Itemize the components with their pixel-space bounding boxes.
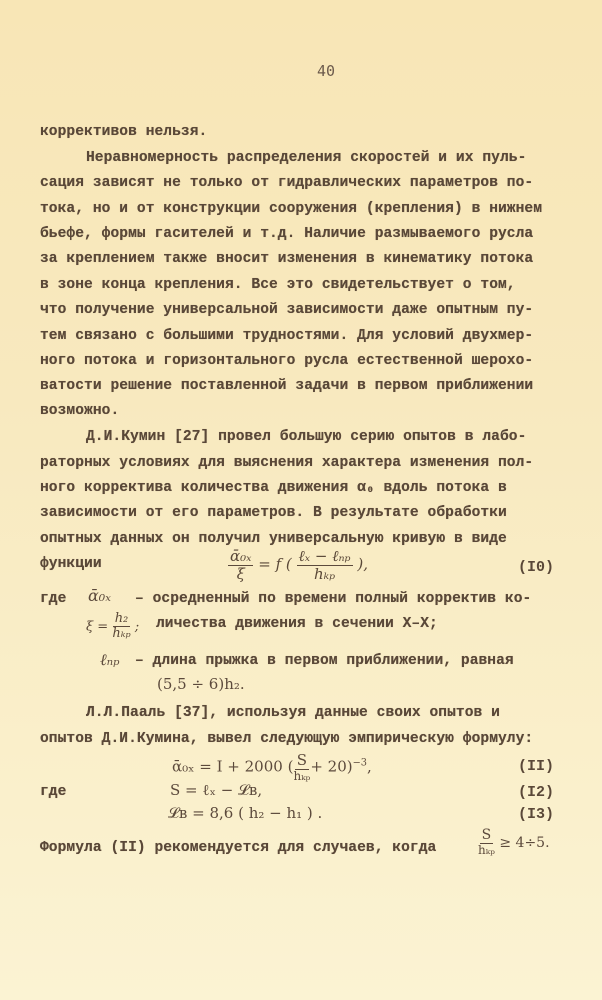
equation-11: [172, 752, 372, 783]
equation-11-denominator: hₖₚ: [293, 768, 311, 783]
equation-10-function: = f (: [258, 555, 292, 573]
alpha-symbol: ᾱ₀ₓ: [88, 586, 111, 605]
where-label-2: где: [40, 784, 67, 800]
text-line: ватости решение поставленной задачи в первом приближении: [40, 378, 534, 394]
text-line: возможно.: [40, 403, 120, 419]
text-line: Л.Л.Пааль [37], используя данные своих опытов и: [86, 705, 500, 721]
jump-length-symbol: ℓₙₚ: [100, 650, 120, 669]
text-line: тем связано с большими трудностями. Для условий двухмер-: [40, 328, 534, 344]
definition-jump-length: – длина прыжка в первом приближении, равная: [135, 653, 514, 669]
equation-10: [228, 548, 368, 582]
text-line: ного потока и горизонтального русла естественной шерохо-: [40, 353, 534, 369]
text-line: сация зависят не только от гидравлических параметров по-: [40, 175, 534, 191]
xi-numerator: h₂: [114, 611, 129, 626]
xi-symbol: ξ =: [86, 619, 109, 635]
closing-denominator: hₖₚ: [478, 843, 495, 858]
text-line: бьефе, формы гасителей и т.д. Наличие размываемого русла: [40, 226, 534, 242]
equation-11-rhs: + 20): [310, 757, 353, 776]
closing-fraction: [478, 828, 495, 858]
equation-number-13: (I3): [518, 806, 555, 823]
definition-alpha-cont: личества движения в сечении X–X;: [156, 616, 438, 632]
text-line: коррективов нельзя.: [40, 124, 208, 140]
equation-10-arg-denominator: hₖₚ: [313, 564, 336, 583]
closing-condition: [478, 828, 550, 858]
jump-length-range: (5,5 ÷ 6)h₂.: [157, 675, 245, 693]
text-line: что получение универсальной зависимости даже опытным пу-: [40, 302, 534, 318]
equation-10-lhs-fraction: [228, 548, 253, 582]
xi-fraction: [112, 612, 130, 642]
equation-number-12: (I2): [518, 784, 555, 801]
text-line: Д.И.Кумин [27] провел большую серию опытов в лабо-: [86, 429, 527, 445]
equation-number-11: (II): [518, 758, 555, 775]
equation-13: 𝓛в = 8,6 ( h₂ − h₁ ) .: [168, 804, 323, 822]
text-line: опытов Д.И.Кумина, вывел следующую эмпирическую формулу:: [40, 731, 534, 747]
equation-11-numerator: S: [296, 751, 308, 769]
equation-10-arg-numerator: ℓₓ − ℓₙₚ: [298, 547, 351, 565]
page-number: 40: [317, 62, 336, 80]
equation-10-lhs-numerator: ᾱ₀ₓ: [230, 547, 252, 565]
text-line: опытных данных он получил универсальную кривую в виде: [40, 531, 507, 547]
text-line: функции: [40, 556, 102, 572]
closing-text: Формула (II) рекомендуется для случаев, когда: [40, 840, 437, 856]
equation-10-lhs-denominator: ξ: [236, 564, 245, 583]
equation-12: S = ℓₓ − 𝓛в,: [170, 781, 263, 799]
equation-11-tail: ,: [367, 757, 372, 776]
xi-suffix: ;: [134, 619, 140, 635]
equation-11-exponent: −3: [352, 757, 367, 769]
text-line: за креплением также вносит изменения в кинематику потока: [40, 251, 534, 267]
equation-10-arg-fraction: [297, 548, 353, 582]
xi-definition: [86, 612, 139, 642]
closing-inequality: ≥ 4÷5.: [499, 834, 550, 851]
definition-alpha: – осредненный по времени полный корректив ко-: [135, 591, 532, 607]
text-line: Неравномерность распределения скоростей и их пуль-: [86, 150, 527, 166]
equation-11-fraction: [293, 752, 310, 783]
where-label: где: [40, 591, 67, 607]
text-line: зависимости от его параметров. В результате обработки: [40, 505, 507, 521]
text-line: ного корректива количества движения α₀ вдоль потока в: [40, 480, 507, 496]
text-line: раторных условиях для выяснения характера изменения пол-: [40, 455, 534, 471]
text-line: тока, но и от конструкции сооружения (крепления) в нижнем: [40, 201, 543, 217]
text-line: в зоне конца крепления. Все это свидетельствует о том,: [40, 277, 516, 293]
equation-number-10: (I0): [518, 559, 555, 576]
equation-11-lhs: ᾱ₀ₓ = I + 2000 (: [172, 757, 294, 776]
equation-10-close: ),: [357, 555, 368, 573]
xi-denominator: hₖₚ: [112, 626, 131, 642]
closing-numerator: S: [481, 827, 492, 843]
